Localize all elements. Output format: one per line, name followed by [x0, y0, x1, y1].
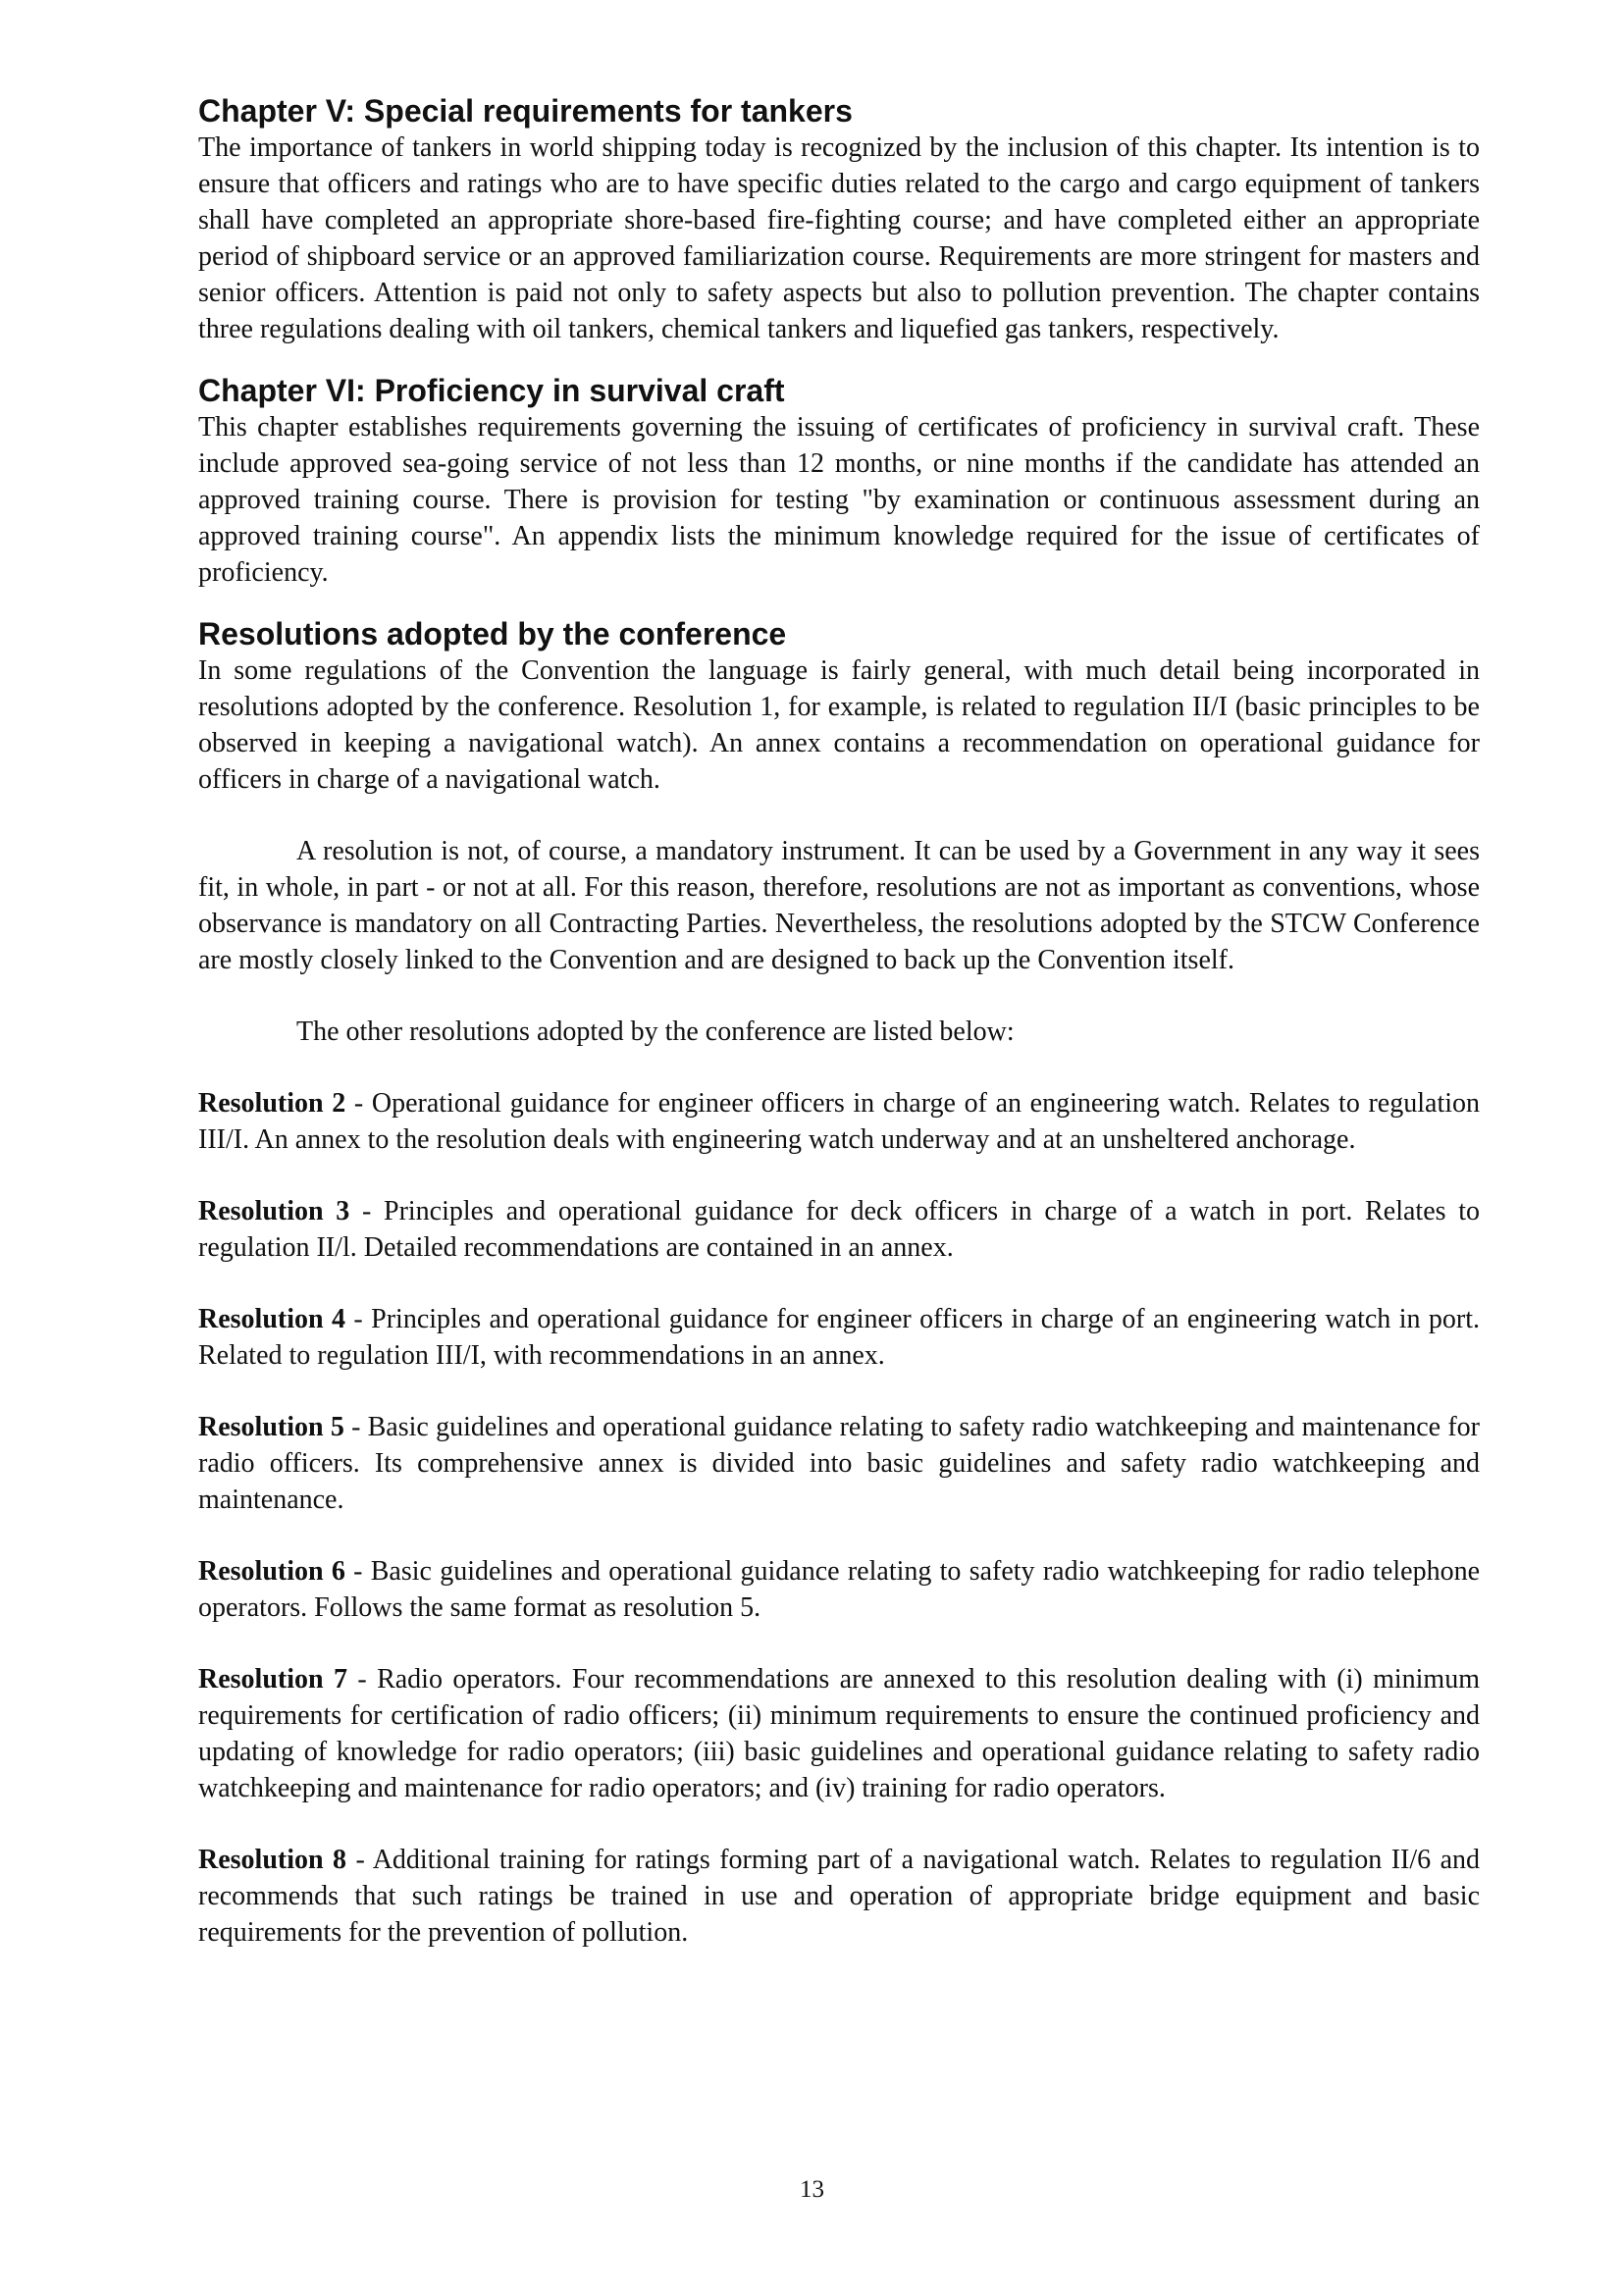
resolution-text: - Basic guidelines and operational guidance relating to safety radio watchkeeping and maintenance for radio officers. Its comprehensive annex is divided into basic guidelines and safety radio watchkeeping and maintenance.	[198, 1412, 1480, 1515]
resolutions-mandatory-note: A resolution is not, of course, a mandatory instrument. It can be used by a Government in any way it sees fit, in whole, in part - or not at all. For this reason, therefore, resolutions are not as important as conventions, whose observance is mandatory on all Contracting Parties. Nevertheless, the resolutions adopted by the STCW Conference are mostly closely linked to the Convention and are designed to back up the Convention itself.	[198, 836, 1480, 975]
resolution-title: Resolution 5	[198, 1412, 344, 1442]
resolution-item	[198, 1193, 1480, 1266]
resolutions-intro: In some regulations of the Convention the language is fairly general, with much detail being incorporated in resolutions adopted by the conference. Resolution 1, for example, is related to regulation II/I (basic principles to be observed in keeping a navigational watch). An annex contains a recommendation on operational guidance for officers in charge of a navigational watch.	[198, 655, 1480, 795]
chapter-v-body: The importance of tankers in world shipping today is recognized by the inclusion of this chapter. Its intention is to ensure that officers and ratings who are to have specific duties related to the cargo and cargo equipment of tankers shall have completed an appropriate shore-based fire-fighting course; and have completed either an appropriate period of shipboard service or an approved familiarization course. Requirements are more stringent for masters and senior officers. Attention is paid not only to safety aspects but also to pollution prevention. The chapter contains three regulations dealing with oil tankers, chemical tankers and liquefied gas tankers, respectively.	[198, 132, 1480, 344]
resolution-text: - Operational guidance for engineer officers in charge of an engineering watch. Relates to regulation III/I. An annex to the resolution deals with engineering watch underway and at an unsheltered anchorage.	[198, 1088, 1480, 1155]
section-chapter-v	[198, 92, 1480, 347]
resolution-text: - Basic guidelines and operational guidance relating to safety radio watchkeeping for radio telephone operators. Follows the same format as resolution 5.	[198, 1556, 1480, 1623]
resolution-title: Resolution 3	[198, 1196, 350, 1226]
resolution-item	[198, 1553, 1480, 1626]
page-content	[198, 92, 1480, 1986]
resolution-title: Resolution 2	[198, 1088, 346, 1119]
resolution-text: - Radio operators. Four recommendations are annexed to this resolution dealing with (i) minimum requirements for certification of radio officers; (ii) minimum requirements to ensure the continued proficiency and updating of knowledge for radio operators; (iii) basic guidelines and operational guidance relating to safety radio watchkeeping and maintenance for radio operators; and (iv) training for radio operators.	[198, 1664, 1480, 1803]
resolutions-list-intro: The other resolutions adopted by the conference are listed below:	[296, 1017, 1015, 1047]
chapter-v-heading: Chapter V: Special requirements for tankers	[198, 93, 853, 129]
resolution-item	[198, 1409, 1480, 1518]
chapter-vi-heading: Chapter VI: Proficiency in survival craft	[198, 373, 785, 408]
chapter-vi-body: This chapter establishes requirements governing the issuing of certificates of proficiency in survival craft. These include approved sea-going service of not less than 12 months, or nine months if the candidate has attended an approved training course. There is provision for testing "by examination or continuous assessment during an approved training course". An appendix lists the minimum knowledge required for the issue of certificates of proficiency.	[198, 412, 1480, 588]
resolution-item	[198, 1842, 1480, 1951]
resolution-title: Resolution 6	[198, 1556, 345, 1587]
resolution-text: - Principles and operational guidance for deck officers in charge of a watch in port. Relates to regulation II/l. Detailed recommendations are contained in an annex.	[198, 1196, 1481, 1263]
resolution-item	[198, 1661, 1480, 1806]
resolution-item	[198, 1301, 1480, 1374]
resolution-title: Resolution 7	[198, 1664, 347, 1694]
section-resolutions	[198, 615, 1480, 1951]
resolution-title: Resolution 8	[198, 1845, 347, 1875]
page-number: 13	[800, 2176, 824, 2203]
resolution-text: - Principles and operational guidance for engineer officers in charge of an engineering watch in port. Related to regulation III/I, with recommendations in an annex.	[198, 1304, 1480, 1371]
resolutions-heading: Resolutions adopted by the conference	[198, 616, 787, 652]
resolution-text: - Additional training for ratings forming part of a navigational watch. Relates to regulation II/6 and recommends that such ratings be trained in use and operation of appropriate bridge equipment and basic requirements for the prevention of pollution.	[198, 1845, 1480, 1948]
resolution-item	[198, 1085, 1480, 1158]
resolution-title: Resolution 4	[198, 1304, 345, 1334]
section-chapter-vi	[198, 372, 1480, 591]
